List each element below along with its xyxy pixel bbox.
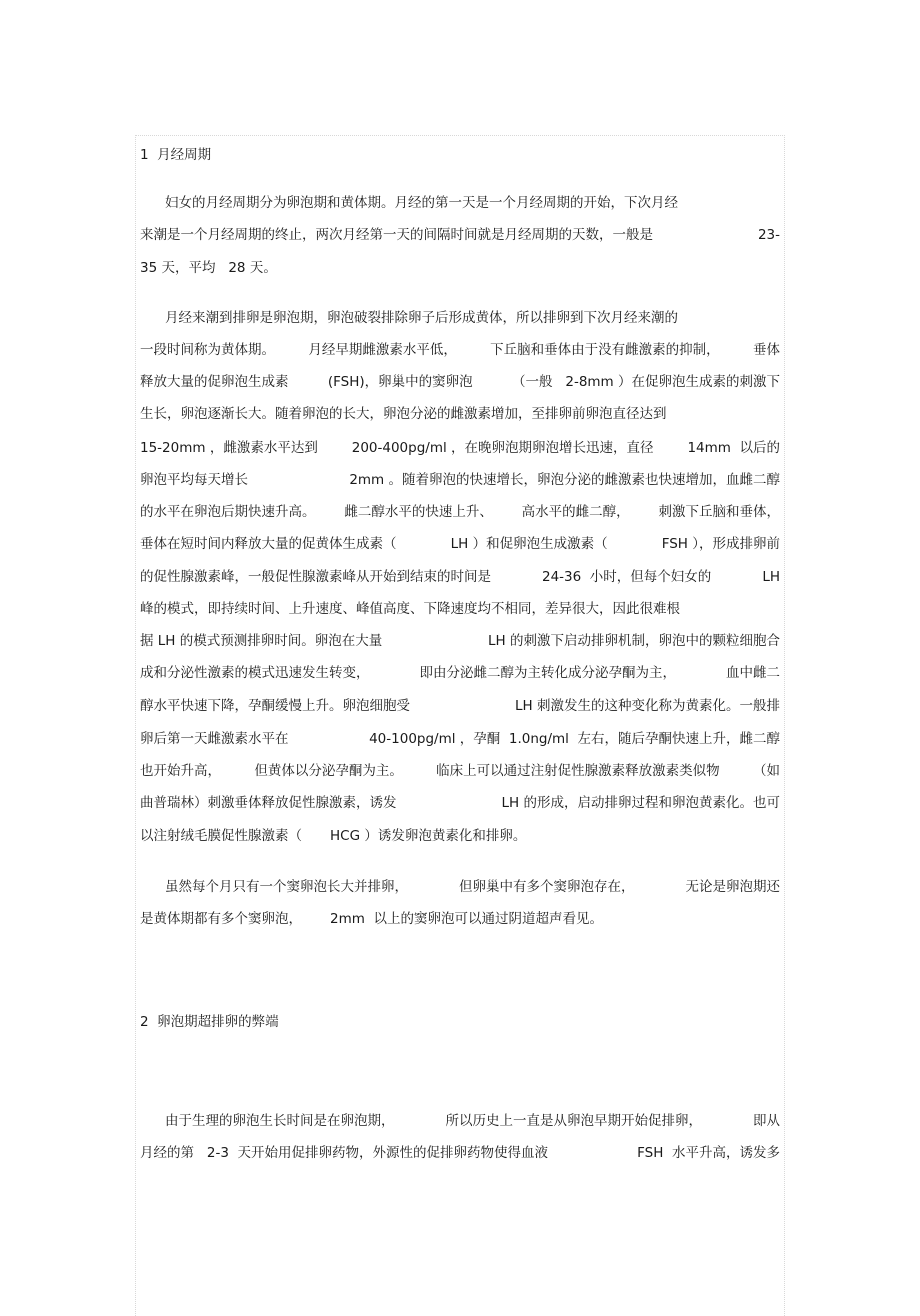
text-segment: 月经的第 2-3 天开始用促排卵药物，外源性的促排卵药物使得血液 — [140, 1145, 549, 1161]
paragraph-line — [140, 438, 780, 458]
text-segment: 也开始升高， — [140, 763, 221, 779]
text-segment: 的水平在卵泡后期快速升高。 — [140, 504, 316, 520]
paragraph-line — [165, 1111, 780, 1131]
paragraph-line — [140, 502, 780, 522]
paragraph-line — [140, 793, 780, 813]
text-segment: 是黄体期都有多个窦卵泡， — [140, 911, 302, 927]
text-segment: （如 — [752, 763, 780, 779]
text-segment: 即从 — [753, 1113, 780, 1129]
section-heading: 1 月经周期 — [140, 147, 212, 163]
text-segment: LH 的形成，启动排卵过程和卵泡黄素化。也可 — [501, 795, 780, 811]
text-segment: 一段时间称为黄体期。 — [140, 342, 275, 358]
text-segment: 醇水平快速下降，孕酮缓慢上升。卵泡细胞受 — [140, 698, 410, 714]
paragraph-line — [165, 193, 780, 213]
text-segment: 2mm 以上的窦卵泡可以通过阴道超声看见。 — [330, 911, 603, 927]
text-segment: LH ）和促卵泡生成激素（ — [450, 536, 608, 552]
paragraph-line — [140, 404, 780, 424]
text-segment: 15-20mm ，雌激素水平达到 — [140, 440, 318, 456]
text-segment: LH — [762, 569, 780, 585]
text-segment: 曲普瑞林）刺激垂体释放促性腺激素，诱发 — [140, 795, 397, 811]
paragraph-line — [140, 258, 780, 278]
section-heading: 2 卵泡期超排卵的弊端 — [140, 1014, 279, 1030]
text-segment: （一般 2-8mm ）在促卵泡生成素的刺激下 — [511, 374, 780, 390]
text-segment: 下丘脑和垂体由于没有雌激素的抑制， — [490, 342, 720, 358]
text-segment: 垂体 — [752, 342, 780, 358]
text-segment: 卵后第一天雌激素水平在 — [140, 731, 289, 747]
paragraph-line — [140, 470, 780, 490]
text-segment: 由于生理的卵泡生长时间是在卵泡期， — [165, 1113, 395, 1129]
text-segment: 临床上可以通过注射促性腺激素释放激素类似物 — [436, 763, 720, 779]
text-segment: FSH ），形成排卵前 — [661, 536, 780, 552]
text-segment: 卵泡平均每天增长 — [140, 472, 248, 488]
paragraph-line — [140, 631, 780, 651]
paragraph-line — [140, 225, 780, 245]
paragraph-line — [140, 599, 780, 619]
paragraph-line — [140, 340, 780, 360]
text-segment: 成和分泌性激素的模式迅速发生转变， — [140, 665, 370, 681]
text-segment: 高水平的雌二醇， — [521, 504, 630, 520]
paragraph-line — [140, 729, 780, 749]
text-segment: (FSH)，卵巢中的窦卵泡 — [327, 374, 473, 390]
text-segment: 垂体在短时间内释放大量的促黄体生成素（ — [140, 536, 397, 552]
text-segment: 所以历史上一直是从卵泡早期开始促排卵， — [445, 1113, 702, 1129]
text-segment: 生长，卵泡逐渐长大。随着卵泡的长大，卵泡分泌的雌激素增加，至排卵前卵泡直径达到 — [140, 406, 667, 422]
paragraph-line — [140, 761, 780, 781]
paragraph-line — [140, 663, 780, 683]
paragraph-line — [140, 826, 780, 846]
text-segment: 24-36 小时，但每个妇女的 — [542, 569, 712, 585]
paragraph-line — [140, 567, 780, 587]
paragraph-line — [140, 1143, 780, 1163]
text-segment: 200-400pg/ml ，在晚卵泡期卵泡增长迅速，直径 — [351, 440, 654, 456]
paragraph-line — [140, 909, 780, 929]
text-segment: FSH 水平升高，诱发多 — [637, 1145, 780, 1161]
text-segment: 雌二醇水平的快速上升、 — [344, 504, 493, 520]
paragraph-line — [165, 877, 780, 897]
text-segment: 以注射绒毛膜促性腺激素（ — [140, 828, 302, 844]
text-segment: 虽然每个月只有一个窦卵泡长大并排卵， — [165, 879, 408, 895]
text-segment: LH 刺激发生的这种变化称为黄素化。一般排 — [515, 698, 780, 714]
paragraph-line — [140, 696, 780, 716]
text-segment: 血中雌二 — [726, 665, 780, 681]
paragraph-line — [140, 534, 780, 554]
paragraph-line — [140, 372, 780, 392]
text-segment: 刺激下丘脑和垂体， — [658, 504, 780, 520]
text-segment: LH 的刺激下启动排卵机制，卵泡中的颗粒细胞合 — [488, 633, 780, 649]
paragraph-line — [165, 308, 780, 328]
text-segment: 即由分泌雌二醇为主转化成分泌孕酮为主， — [419, 665, 676, 681]
text-segment: 峰的模式，即持续时间、上升速度、峰值高度、下降速度均不相同，差异很大，因此很难根 — [140, 601, 680, 617]
text-segment: 释放大量的促卵泡生成素 — [140, 374, 289, 390]
text-segment: 14mm 以后的 — [687, 440, 780, 456]
text-segment: 妇女的月经周期分为卵泡期和黄体期。月经的第一天是一个月经周期的开始，下次月经 — [165, 195, 678, 211]
text-segment: 据 LH 的模式预测排卵时间。卵泡在大量 — [140, 633, 383, 649]
text-segment: 月经来潮到排卵是卵泡期，卵泡破裂排除卵子后形成黄体，所以排卵到下次月经来潮的 — [165, 310, 678, 326]
text-segment: 但卵巢中有多个窦卵泡存在， — [459, 879, 635, 895]
text-segment: 40-100pg/ml ，孕酮 1.0ng/ml 左右，随后孕酮快速上升，雌二醇 — [369, 731, 780, 747]
text-segment: HCG ）诱发卵泡黄素化和排卵。 — [330, 828, 527, 844]
text-segment: 月经早期雌激素水平低， — [308, 342, 457, 358]
text-segment: 但黄体以分泌孕酮为主。 — [254, 763, 403, 779]
text-segment: 2mm 。随着卵泡的快速增长，卵泡分泌的雌激素也快速增加，血雌二醇 — [349, 472, 780, 488]
text-segment: 35 天，平均 28 天。 — [140, 260, 277, 276]
text-segment: 来潮是一个月经周期的终止，两次月经第一天的间隔时间就是月经周期的天数，一般是 — [140, 227, 653, 243]
text-segment: 23- — [757, 227, 780, 243]
text-segment: 的促性腺激素峰，一般促性腺激素峰从开始到结束的时间是 — [140, 569, 491, 585]
text-segment: 无论是卵泡期还 — [685, 879, 780, 895]
